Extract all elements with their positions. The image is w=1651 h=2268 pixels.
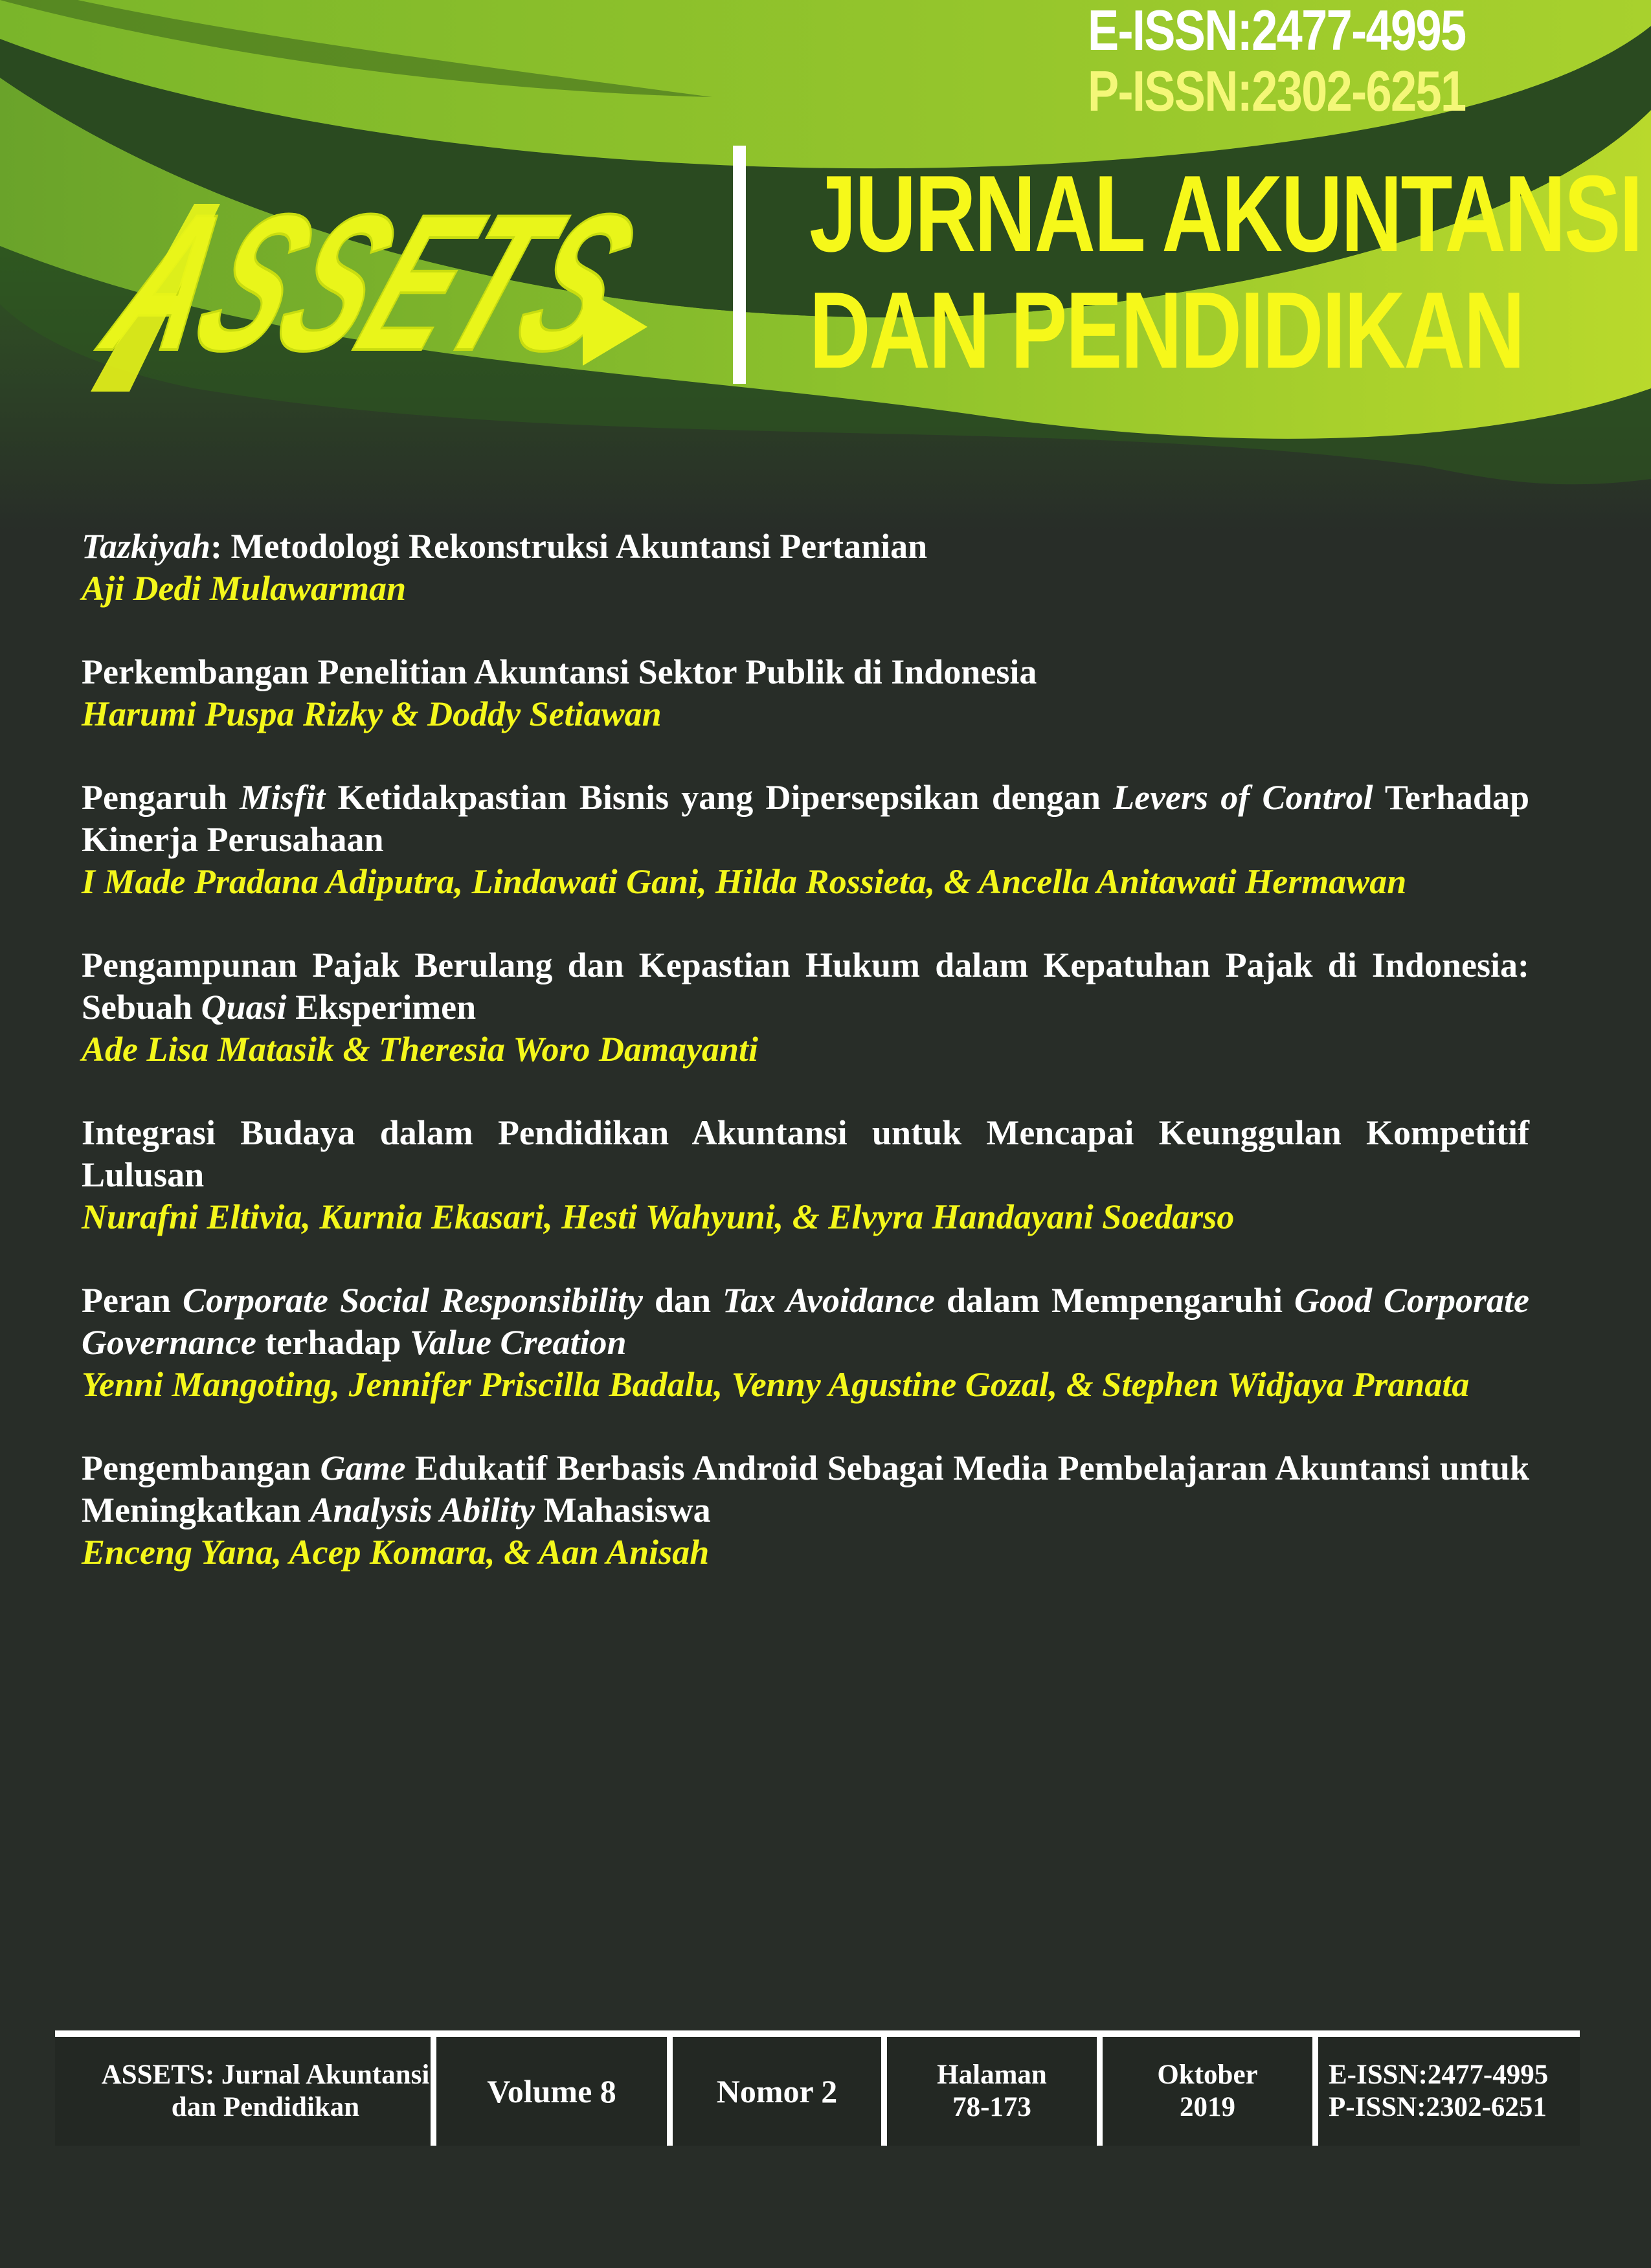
footer-e-issn: E-ISSN:2477-4995	[1329, 2060, 1549, 2090]
article-title-text: Ketidakpastian Bisnis yang Dipersepsikan dengan	[325, 778, 1114, 817]
article-title-text: Pengaruh	[82, 778, 240, 817]
article-title-text: terhadap	[256, 1323, 410, 1362]
article-title-italic: Levers of Control	[1113, 778, 1373, 817]
article-title-text: Terhadap Kinerja Perusahaan	[82, 778, 1529, 859]
footer-date	[1103, 2037, 1312, 2146]
footer-p-issn: P-ISSN:2302-6251	[1329, 2092, 1547, 2122]
article-authors: Yenni Mangoting, Jennifer Priscilla Badalu, Venny Agustine Gozal, & Stephen Widjaya Pranata	[82, 1365, 1470, 1404]
article-entry	[82, 526, 1529, 610]
article-authors: Enceng Yana, Acep Komara, & Aan Anisah	[82, 1533, 710, 1572]
article-title-text: Eksperimen	[286, 988, 477, 1027]
footer-year: 2019	[1180, 2092, 1235, 2122]
article-authors: Nurafni Eltivia, Kurnia Ekasari, Hesti Wahyuni, & Elvyra Handayani Soedarso	[82, 1197, 1235, 1236]
article-title-italic: Misfit	[240, 778, 326, 817]
article-authors: Harumi Puspa Rizky & Doddy Setiawan	[82, 695, 662, 733]
article-title-text: Mahasiswa	[535, 1491, 711, 1529]
article-title-text: : Metodologi Rekonstruksi Akuntansi Pertanian	[210, 527, 928, 566]
article-title-text: Edukatif Berbasis Android Sebagai Media Pembelajaran Akuntansi untuk Meningkatkan	[82, 1449, 1529, 1529]
article-title-italic: Corporate Social Responsibility	[182, 1281, 643, 1320]
article-title-text: Integrasi Budaya dalam Pendidikan Akuntansi untuk Mencapai Keunggulan Kompetitif Lulusan	[82, 1113, 1529, 1194]
article-title	[82, 1280, 1529, 1364]
article-authors: I Made Pradana Adiputra, Lindawati Gani, Hilda Rossieta, & Ancella Anitawati Hermawan	[82, 862, 1407, 901]
footer-divider	[667, 2037, 673, 2146]
article-title	[82, 1447, 1529, 1531]
article-title	[82, 526, 1529, 568]
e-issn-text: E-ISSN:2477-4995	[1088, 0, 1466, 62]
article-title-italic: Tazkiyah	[82, 527, 211, 566]
footer-divider	[1312, 2037, 1318, 2146]
article-title	[82, 1112, 1529, 1196]
article-authors: Aji Dedi Mulawarman	[82, 569, 407, 608]
header-issn	[1088, 0, 1465, 122]
footer-issn	[1318, 2037, 1580, 2146]
footer-nomor	[673, 2037, 881, 2146]
article-title-text: dalam Mempengaruhi	[935, 1281, 1294, 1320]
article-title-italic: Good Corporate Governance	[82, 1281, 1529, 1362]
footer-journal-line1: ASSETS: Jurnal Akuntansi	[101, 2060, 430, 2090]
footer-divider	[431, 2037, 436, 2146]
article-entry	[82, 651, 1529, 735]
article-entry	[82, 1112, 1529, 1238]
article-title	[82, 777, 1529, 861]
footer-volume-text: Volume 8	[487, 2073, 616, 2109]
article-entry	[82, 1280, 1529, 1406]
table-of-contents	[82, 526, 1529, 1615]
footer-halaman-label: Halaman	[937, 2060, 1047, 2090]
article-entry	[82, 777, 1529, 903]
logo-wordmark: ASSETS	[80, 174, 946, 392]
article-title-italic: Tax Avoidance	[723, 1281, 935, 1320]
footer-top-rule	[55, 2030, 1580, 2037]
article-title-italic: Value Creation	[409, 1323, 627, 1362]
footer-journal-line2: dan Pendidikan	[171, 2092, 360, 2122]
journal-title-line2: DAN PENDIDIKAN	[809, 269, 1523, 391]
footer-divider	[881, 2037, 887, 2146]
article-title-italic: Analysis Ability	[309, 1491, 535, 1529]
assets-logo	[80, 126, 946, 401]
article-title-text: Peran	[82, 1281, 183, 1320]
footer-halaman-range: 78-173	[952, 2092, 1031, 2122]
article-entry	[82, 1447, 1529, 1573]
footer-journal-name	[81, 2037, 450, 2146]
article-title-italic: Quasi	[201, 988, 287, 1027]
footer-divider	[1097, 2037, 1103, 2146]
article-title-italic: Game	[320, 1449, 406, 1487]
article-title	[82, 651, 1529, 693]
footer-info-bar	[55, 2030, 1580, 2146]
journal-title-line1: JURNAL AKUNTANSI	[809, 153, 1642, 274]
article-title	[82, 944, 1529, 1028]
article-title-text: Perkembangan Penelitian Akuntansi Sektor Publik di Indonesia	[82, 652, 1037, 691]
footer-month: Oktober	[1157, 2060, 1258, 2090]
article-authors: Ade Lisa Matasik & Theresia Woro Damayanti	[82, 1030, 759, 1069]
article-title-text: Pengampunan Pajak Berulang dan Kepastian Hukum dalam Kepatuhan Pajak di Indonesia: Sebuah	[82, 946, 1529, 1027]
journal-title	[809, 153, 1642, 391]
article-entry	[82, 944, 1529, 1071]
article-title-text: Pengembangan	[82, 1449, 320, 1487]
footer-halaman	[887, 2037, 1097, 2146]
footer-volume	[436, 2037, 667, 2146]
footer-nomor-text: Nomor 2	[716, 2073, 838, 2109]
p-issn-text: P-ISSN:2302-6251	[1088, 59, 1466, 123]
title-divider	[733, 146, 746, 384]
article-title-text: dan	[642, 1281, 723, 1320]
